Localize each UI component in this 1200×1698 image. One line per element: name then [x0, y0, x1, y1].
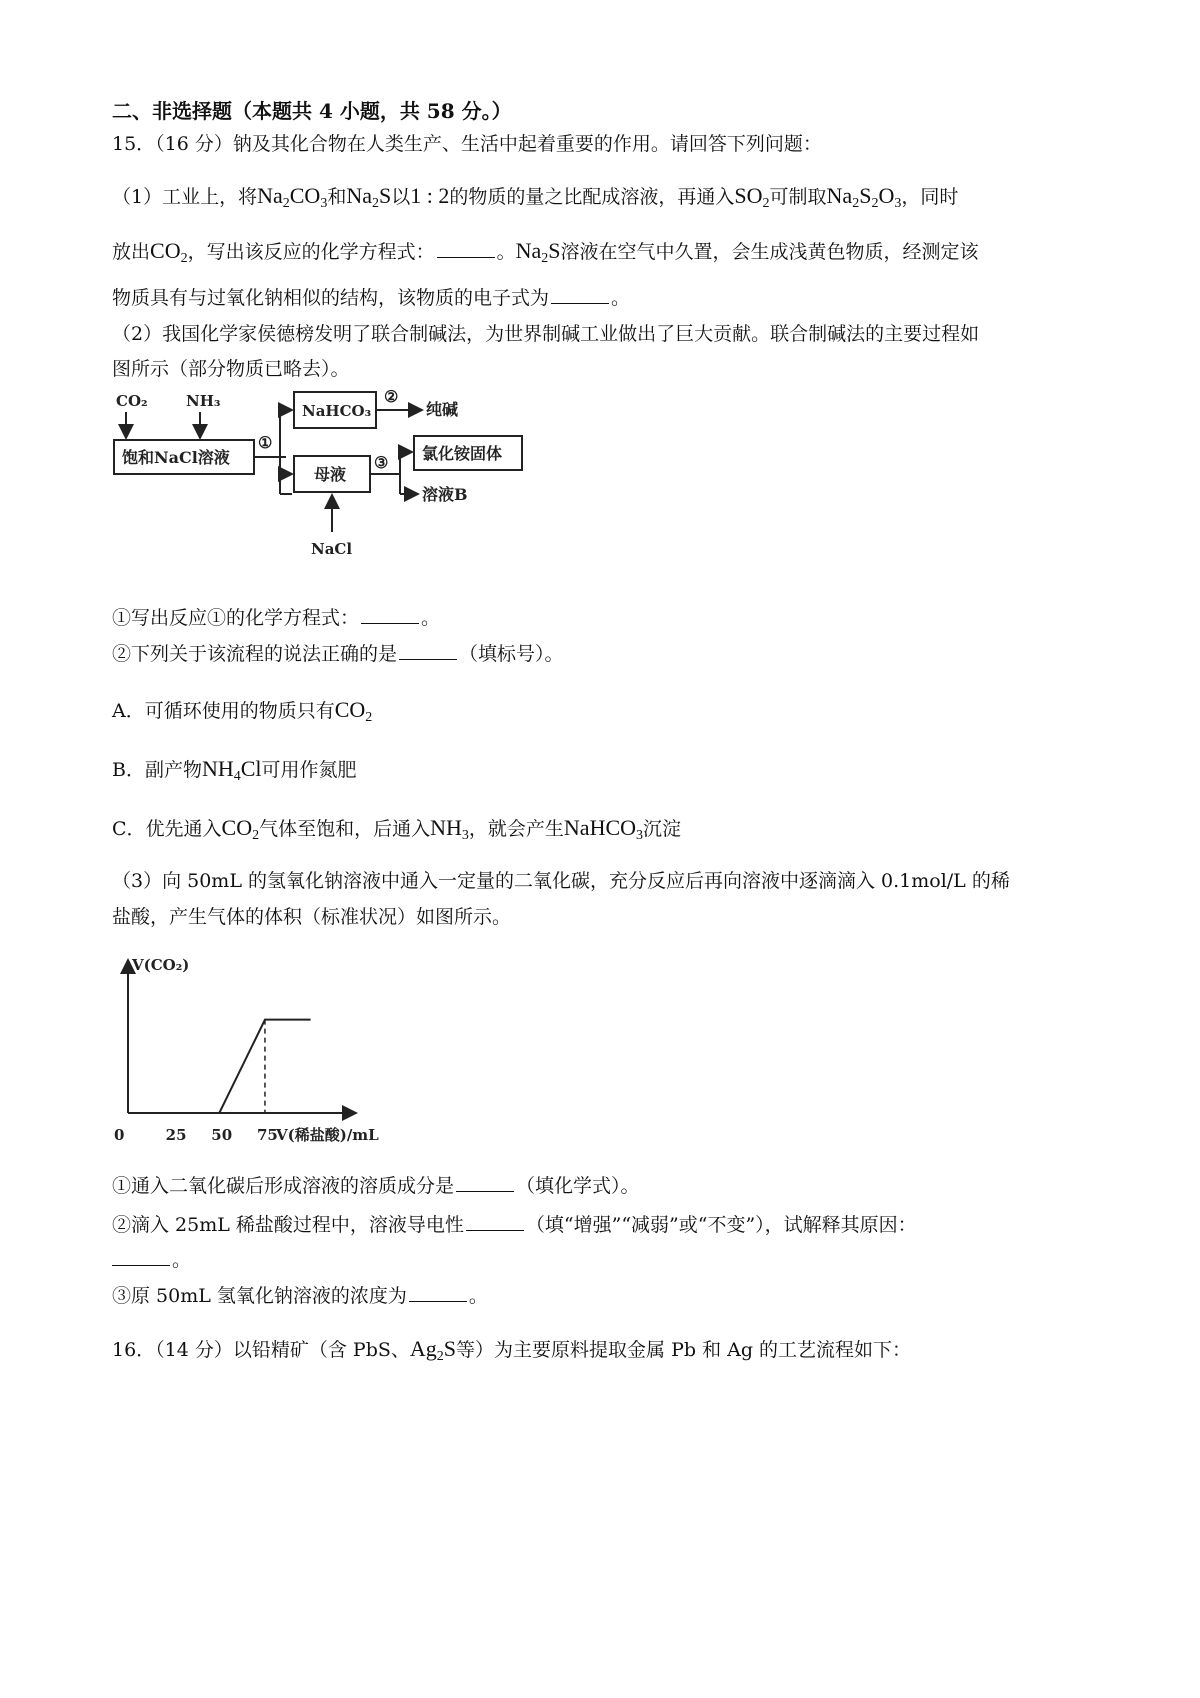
nahco3-label: NaHCO₃: [302, 402, 372, 420]
formula-na2co3: $Na_2CO_3$: [257, 183, 328, 211]
q15-p3-q2-line2: 。: [112, 1247, 191, 1273]
answer-blank[interactable]: [399, 641, 457, 660]
ammonium-chloride-label: 氯化铵固体: [422, 444, 503, 463]
section-title: 二、非选择题（本题共 4 小题，共 58 分。）: [112, 99, 512, 123]
y-axis-label: V(CO₂): [132, 956, 190, 974]
soda-ash-label: 纯碱: [426, 400, 459, 419]
x-tick-label: 75: [256, 1126, 278, 1144]
step3-label: ③: [374, 453, 389, 472]
formula-na2s: $Na_2S$: [515, 238, 561, 266]
q15-p2-line2: 图所示（部分物质已略去）。: [112, 358, 350, 380]
step2-label: ②: [384, 387, 399, 406]
input-nh3-label: NH₃: [186, 392, 221, 410]
mother-liquor-label: 母液: [314, 465, 347, 484]
formula-na2s2o3: $Na_2S_2O_3$: [826, 183, 902, 211]
formula-co2: $CO_2$: [150, 238, 188, 266]
option-b: B．副产物$NH_4Cl$可用作氮肥: [112, 756, 357, 784]
q15-intro: 15．（16 分）钠及其化合物在人类生产、生活中起着重要的作用。请回答下列问题：: [112, 133, 822, 155]
saturated-nacl-label: 饱和NaCl溶液: [122, 448, 230, 467]
q15-p3-q1: ①通入二氧化碳后形成溶液的溶质成分是 （填化学式）。: [112, 1175, 640, 1197]
option-a: A．可循环使用的物质只有$CO_2$: [112, 697, 373, 725]
q15-p1-line3: 物质具有与过氧化钠相似的结构，该物质的电子式为 。: [112, 287, 631, 309]
answer-blank[interactable]: [409, 1283, 467, 1302]
x-tick-label: 0: [114, 1126, 125, 1144]
soda-process-flow-diagram: [108, 382, 568, 582]
q16-intro: 16．（14 分）以铅精矿（含 PbS、$Ag_2S$等）为主要原料提取金属 Pb 和 Ag 的工艺流程如下：: [112, 1336, 912, 1364]
input-co2-label: CO₂: [116, 392, 148, 410]
step1-label: ①: [258, 433, 273, 452]
co2-volume-series: [128, 1020, 311, 1113]
x-tick-label: 50: [211, 1126, 233, 1144]
co2-volume-chart: [108, 948, 408, 1148]
answer-blank[interactable]: [551, 285, 609, 304]
q15-p1-line1: （1）工业上，将$Na_2CO_3$和$Na_2S$以1 : 2的物质的量之比配成溶液，再通入$SO_2$可制取$Na_2S_2O_3$，同时: [112, 183, 959, 211]
solution-b-label: 溶液B: [422, 485, 468, 504]
nacl-input-label: NaCl: [311, 540, 353, 558]
q15-p3-q2: ②滴入 25mL 稀盐酸过程中，溶液导电性 （填“增强”“减弱”或“不变”），试解释其原因：: [112, 1214, 917, 1236]
option-c: C．优先通入$CO_2$气体至饱和，后通入$NH_3$，就会产生NaHCO$_3$沉淀: [112, 815, 682, 843]
q15-p3-line2: 盐酸，产生气体的体积（标准状况）如图所示。: [112, 906, 512, 928]
ratio: 1 : 2: [410, 183, 450, 208]
q15-p3-line1: （3）向 50mL 的氢氧化钠溶液中通入一定量的二氧化碳，充分反应后再向溶液中逐滴滴入 0.1mol/L 的稀: [112, 870, 1010, 892]
answer-blank[interactable]: [361, 605, 419, 624]
answer-blank[interactable]: [456, 1173, 514, 1192]
formula-na2s: $Na_2S$: [346, 183, 392, 211]
answer-blank[interactable]: [112, 1247, 170, 1266]
answer-blank[interactable]: [466, 1212, 524, 1231]
q15-p3-q3: ③原 50mL 氢氧化钠溶液的浓度为 。: [112, 1285, 488, 1307]
q15-p2-q1: ①写出反应①的化学方程式： 。: [112, 607, 441, 629]
q15-p2-q2: ②下列关于该流程的说法正确的是 （填标号）。: [112, 643, 564, 665]
answer-blank[interactable]: [437, 239, 495, 258]
x-axis-label: V(稀盐酸)/mL: [276, 1126, 379, 1144]
q15-p1-line2: 放出$CO_2$，写出该反应的化学方程式： 。$Na_2S$溶液在空气中久置，会生成浅黄色物质，经测定该: [112, 238, 979, 266]
formula-so2: $SO_2$: [734, 183, 770, 211]
q15-p2-line1: （2）我国化学家侯德榜发明了联合制碱法，为世界制碱工业做出了巨大贡献。联合制碱法的主要过程如: [112, 323, 980, 345]
x-tick-label: 25: [165, 1126, 187, 1144]
